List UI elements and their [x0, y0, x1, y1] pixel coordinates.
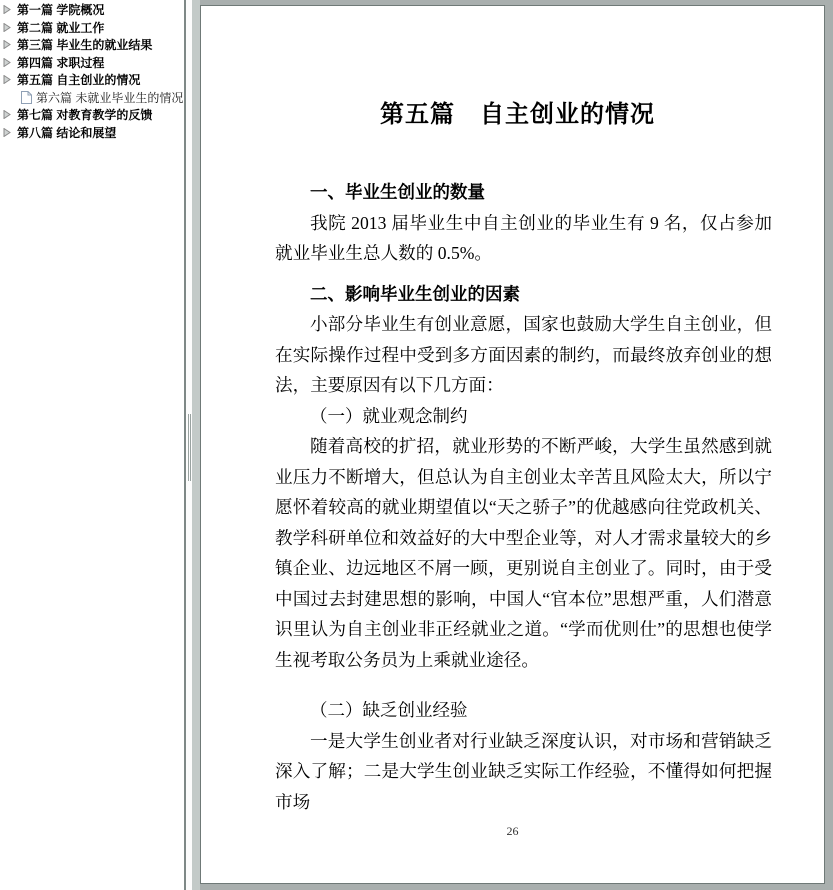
subsection1-paragraph: 随着高校的扩招，就业形势的不断严峻，大学生虽然感到就业压力不断增大，但总认为自主创业太辛苦且风险太大，所以宁愿怀着较高的就业期望值以“天之骄子”的优越感向往党政机关、教学科研单位和效益好的大中型企业等，对人才需求量较大的乡镇企业、边远地区不屑一顾，更别说自主创业了。同时，由于受中国过去封建思想的影响，中国人“官本位”思想严重，人们潜意识里认为自主创业非正经就业之道。“学而优则仕”的思想也使学生视考取公务员为上乘就业途径。 — [275, 436, 772, 670]
expand-triangle-icon[interactable] — [0, 23, 17, 32]
sidebar-item-label: 第三篇 毕业生的就业结果 — [17, 38, 153, 53]
splitter-grip-icon — [188, 414, 189, 481]
viewport-left-strip — [192, 0, 200, 890]
sidebar-item-chapter6[interactable] — [0, 89, 184, 107]
section1-paragraph: 我院 2013 届毕业生中自主创业的毕业生有 9 名，仅占参加就业毕业生总人数的 0.5%。 — [275, 212, 772, 263]
document-viewport[interactable] — [192, 0, 833, 890]
sidebar-item-chapter3[interactable] — [0, 36, 184, 54]
page-number: 26 — [506, 824, 519, 838]
expand-triangle-icon[interactable] — [0, 40, 17, 49]
expand-triangle-icon[interactable] — [0, 128, 17, 137]
sidebar-item-label: 第五篇 自主创业的情况 — [17, 73, 141, 88]
bookmark-tree — [0, 1, 184, 141]
sidebar-item-chapter7[interactable] — [0, 106, 184, 124]
page-title: 第五篇 自主创业的情况 — [380, 101, 655, 128]
section1-heading: 一、毕业生创业的数量 — [310, 182, 485, 202]
expand-triangle-icon[interactable] — [0, 75, 17, 84]
subsection2-paragraph: 一是大学生创业者对行业缺乏深度认识，对市场和营销缺乏深入了解；二是大学生创业缺乏实际工作经验，不懂得如何把握市场 — [275, 730, 772, 812]
sidebar-item-chapter8[interactable] — [0, 124, 184, 142]
subsection2-heading: （二）缺乏创业经验 — [310, 700, 468, 720]
page-content — [275, 6, 772, 817]
subsection1-heading: （一）就业观念制约 — [310, 405, 468, 426]
expand-triangle-icon[interactable] — [0, 58, 17, 67]
sidebar-item-label: 第七篇 对教育教学的反馈 — [17, 108, 153, 123]
section2-paragraph: 小部分毕业生有创业意愿，国家也鼓励大学生自主创业，但在实际操作过程中受到多方面因素的制约，而最终放弃创业的想法，主要原因有以下几方面： — [275, 314, 772, 395]
sidebar-item-label: 第四篇 求职过程 — [17, 55, 105, 70]
sidebar-item-label: 第六篇 未就业毕业生的情况 — [36, 90, 184, 105]
section2-heading: 二、影响毕业生创业的因素 — [310, 283, 520, 304]
document-icon — [21, 91, 36, 104]
splitter-grip-icon — [190, 414, 191, 481]
sidebar-item-chapter4[interactable] — [0, 54, 184, 72]
bookmarks-panel — [0, 0, 186, 890]
sidebar-item-chapter2[interactable] — [0, 19, 184, 37]
sidebar-item-label: 第二篇 就业工作 — [17, 20, 105, 35]
expand-triangle-icon[interactable] — [0, 110, 17, 119]
sidebar-item-chapter5[interactable] — [0, 71, 184, 89]
sidebar-item-label: 第八篇 结论和展望 — [17, 125, 117, 140]
sidebar-item-label: 第一篇 学院概况 — [17, 3, 105, 18]
sidebar-item-chapter1[interactable] — [0, 1, 184, 19]
document-page — [200, 5, 825, 884]
expand-triangle-icon[interactable] — [0, 5, 17, 14]
